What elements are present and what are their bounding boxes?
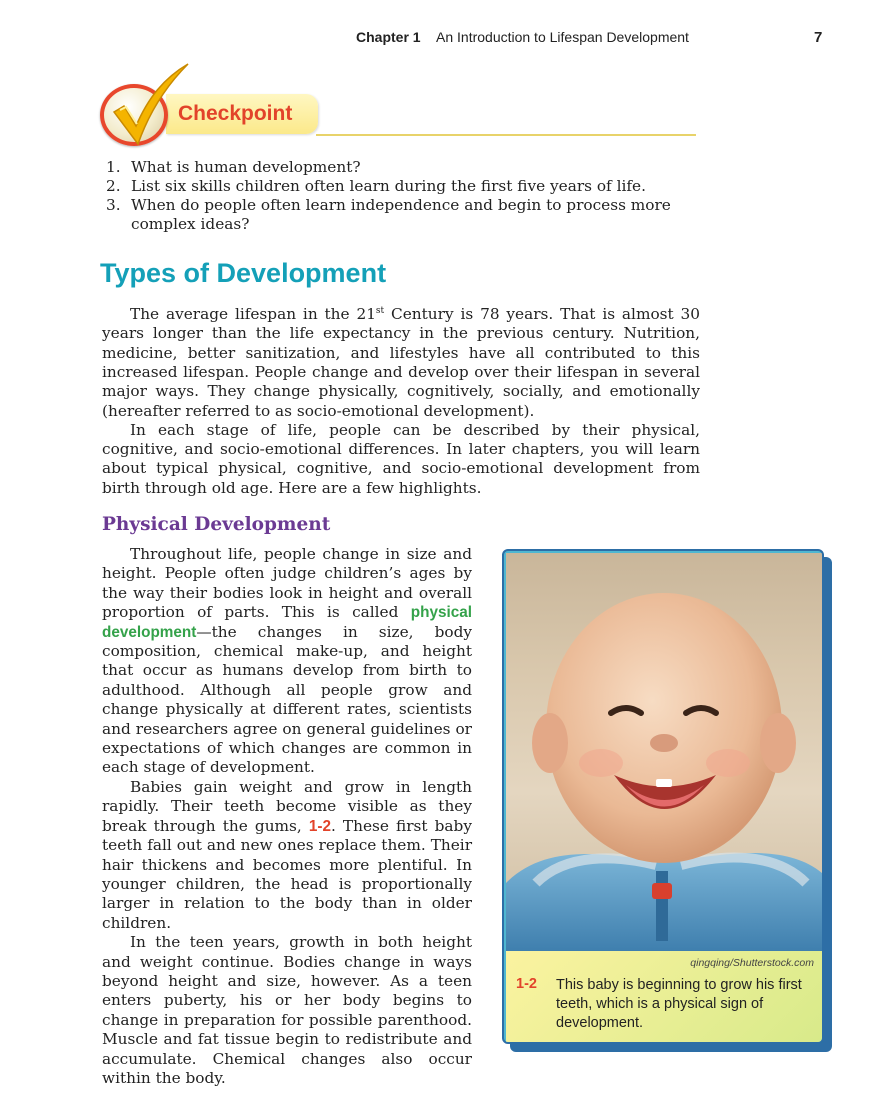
section-heading: Types of Development	[100, 258, 387, 288]
question-text: What is human development?	[131, 158, 361, 176]
paragraph-text: Throughout life, people change in size and height. People often judge children’s ages by the way their bodies look in height and overall proportion of parts. This is called	[102, 545, 472, 622]
paragraph-text: Babies gain weight and grow in length rapidly. Their teeth become visible as they break through the gums,	[102, 777, 472, 835]
paragraph-text: —the changes in size, body composition, chemical make-up, and height that occur as humans develop from birth to adulthood. Although all people grow and change physically at different rates, scientists and researchers agree on general guidelines or expectations of which changes are common in each stage of development.	[102, 622, 472, 777]
checkpoint-rule	[316, 134, 696, 136]
paragraph: In the teen years, growth in both height and weight continue. Bodies change in ways beyond height and size, however. As a teen enters puberty, his or her body begins to change in preparation for possible parenthood. Muscle and fat tissue begin to redistribute and accumulate. Chemical changes also occur within the body.	[102, 933, 472, 1087]
list-item	[106, 177, 706, 196]
key-term: physical development	[102, 604, 472, 641]
question-number: 2.	[106, 177, 121, 195]
section-intro	[102, 302, 700, 498]
checkpoint-label: Checkpoint	[178, 102, 293, 125]
paragraph: In each stage of life, people can be described by their physical, cognitive, and socio-emotional differences. In later chapters, you will learn about typical physical, cognitive, and socio-emotional development from birth through old age. Here are a few highlights.	[102, 420, 700, 497]
list-item	[106, 158, 706, 177]
paragraph-text: The average lifespan in the 21	[130, 305, 376, 324]
page-number: 7	[814, 29, 823, 46]
figure-1-2	[502, 549, 824, 1044]
baby-illustration	[506, 553, 822, 951]
photo-credit: qingqing/Shutterstock.com	[690, 957, 814, 969]
figure-caption: This baby is beginning to grow his first teeth, which is a physical sign of development.	[556, 977, 802, 1031]
checkpoint-banner	[96, 60, 696, 146]
figure-caption-box	[506, 951, 822, 1042]
subsection-heading: Physical Development	[102, 514, 331, 535]
figure-number: 1-2	[516, 976, 537, 992]
paragraph	[102, 302, 700, 421]
checkpoint-questions	[106, 158, 706, 234]
figure-frame	[502, 549, 824, 1044]
chapter-label: Chapter 1	[356, 29, 421, 45]
paragraph-text: . These first baby teeth fall out and new ones replace them. Their hair thickens and becomes more plentiful. In younger children, the head is proportionally larger in relation to the body than in older children.	[102, 816, 472, 932]
question-text: List six skills children often learn during the first five years of life.	[131, 177, 646, 195]
baby-photo	[506, 553, 822, 951]
paragraph-text: Century is 78 years. That is almost 30 years longer than the life expectancy in the previous century. Nutrition, medicine, better sanitization, and lifestyles have all contributed to this increased lifespan. People change and develop over their lifespan in several major ways. They change physically, cognitively, socially, and emotionally (hereafter referred to as socio-emotional development).	[102, 305, 700, 420]
question-text: When do people often learn independence and begin to process more complex ideas?	[131, 196, 671, 233]
list-item	[106, 196, 706, 234]
question-number: 1.	[106, 158, 121, 176]
superscript: st	[375, 306, 385, 316]
figure-reference[interactable]: 1-2	[308, 817, 331, 835]
chapter-title: An Introduction to Lifespan Development	[436, 29, 689, 45]
question-number: 3.	[106, 196, 121, 214]
physical-development-text	[102, 545, 472, 1088]
paragraph	[102, 778, 472, 933]
paragraph	[102, 545, 472, 778]
